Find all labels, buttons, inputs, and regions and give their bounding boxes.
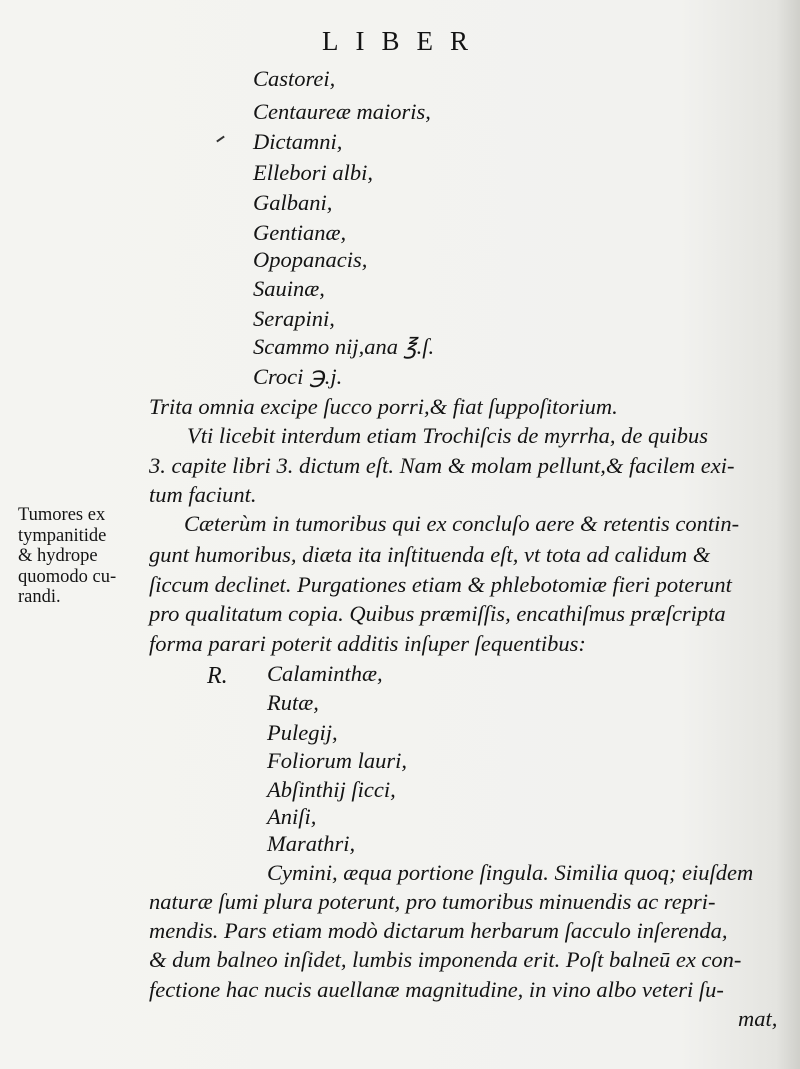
ingredient-line: Dictamni, <box>253 129 343 154</box>
text-line: pro qualitatum copia. Quibus præmiſſis, encathiſmus præſcripta <box>149 601 726 626</box>
ingredient-line: Pulegij, <box>267 720 338 745</box>
text-line: Trita omnia excipe ſucco porri,& fiat ſuppoſitorium. <box>149 394 618 419</box>
ingredient-line: Croci ℈.j. <box>253 364 343 389</box>
text-line: tum faciunt. <box>149 482 257 507</box>
margin-note-line: Tumores ex <box>18 505 106 525</box>
catchword: mat, <box>738 1006 778 1031</box>
ingredient-line: Rutæ, <box>267 690 319 715</box>
ingredient-line: Abſinthij ſicci, <box>267 777 396 802</box>
text-line: Vti licebit interdum etiam Trochiſcis de myrrha, de quibus <box>187 423 708 448</box>
ingredient-line: Galbani, <box>253 190 333 215</box>
ingredient-line: Centaureæ maioris, <box>253 99 431 124</box>
margin-tick-mark <box>216 136 225 143</box>
text-line: mendis. Pars etiam modò dictarum herbarum ſacculo inſerenda, <box>149 918 728 943</box>
ingredient-line: Marathri, <box>267 831 356 856</box>
text-line: forma parari poterit additis inſuper ſequentibus: <box>149 631 586 656</box>
ingredient-line: Ellebori albi, <box>253 160 373 185</box>
text-line: ſiccum declinet. Purgationes etiam & phlebotomiæ fieri poterunt <box>149 572 732 597</box>
margin-note-line: tympanitide <box>18 525 107 546</box>
ingredient-line: Foliorum lauri, <box>267 748 408 773</box>
ingredient-line: Gentianæ, <box>253 220 347 245</box>
ingredient-line: Serapini, <box>253 306 335 331</box>
ingredient-line: Calaminthæ, <box>267 661 383 686</box>
text-line: Cæterùm in tumoribus qui ex concluſo aere & retentis contin- <box>184 511 740 536</box>
text-line: & dum balneo inſidet, lumbis imponenda erit. Poſt balneū ex con- <box>149 947 742 972</box>
ingredient-line: Sauinæ, <box>253 276 325 301</box>
text-line: gunt humoribus, diæta ita inſtituenda eſt, vt tota ad calidum & <box>149 542 711 567</box>
ingredient-line: Opopanacis, <box>253 247 368 272</box>
ingredient-line: Castorei, <box>253 66 336 91</box>
text-line: fectione hac nucis auellanæ magnitudine, in vino albo veteri ſu- <box>149 977 724 1002</box>
text-line: 3. capite libri 3. dictum eſt. Nam & molam pellunt,& facilem exi- <box>149 453 735 478</box>
margin-note-line: & hydrope <box>18 546 98 566</box>
recipe-symbol: R. <box>207 663 228 689</box>
margin-note-line: quomodo cu- <box>18 566 117 587</box>
text-line: Cymini, æqua portione ſingula. Similia quoq; eiuſdem <box>267 860 754 885</box>
page-header: LIBER <box>322 26 485 56</box>
margin-note-line: randi. <box>18 587 61 607</box>
margin-note <box>18 505 116 608</box>
text-line: naturæ ſumi plura poterunt, pro tumoribus minuendis ac repri- <box>149 889 716 914</box>
ingredient-line: Scammo nij,ana ℥.ſ. <box>253 334 435 359</box>
ingredient-line: Aniſi, <box>267 804 317 829</box>
